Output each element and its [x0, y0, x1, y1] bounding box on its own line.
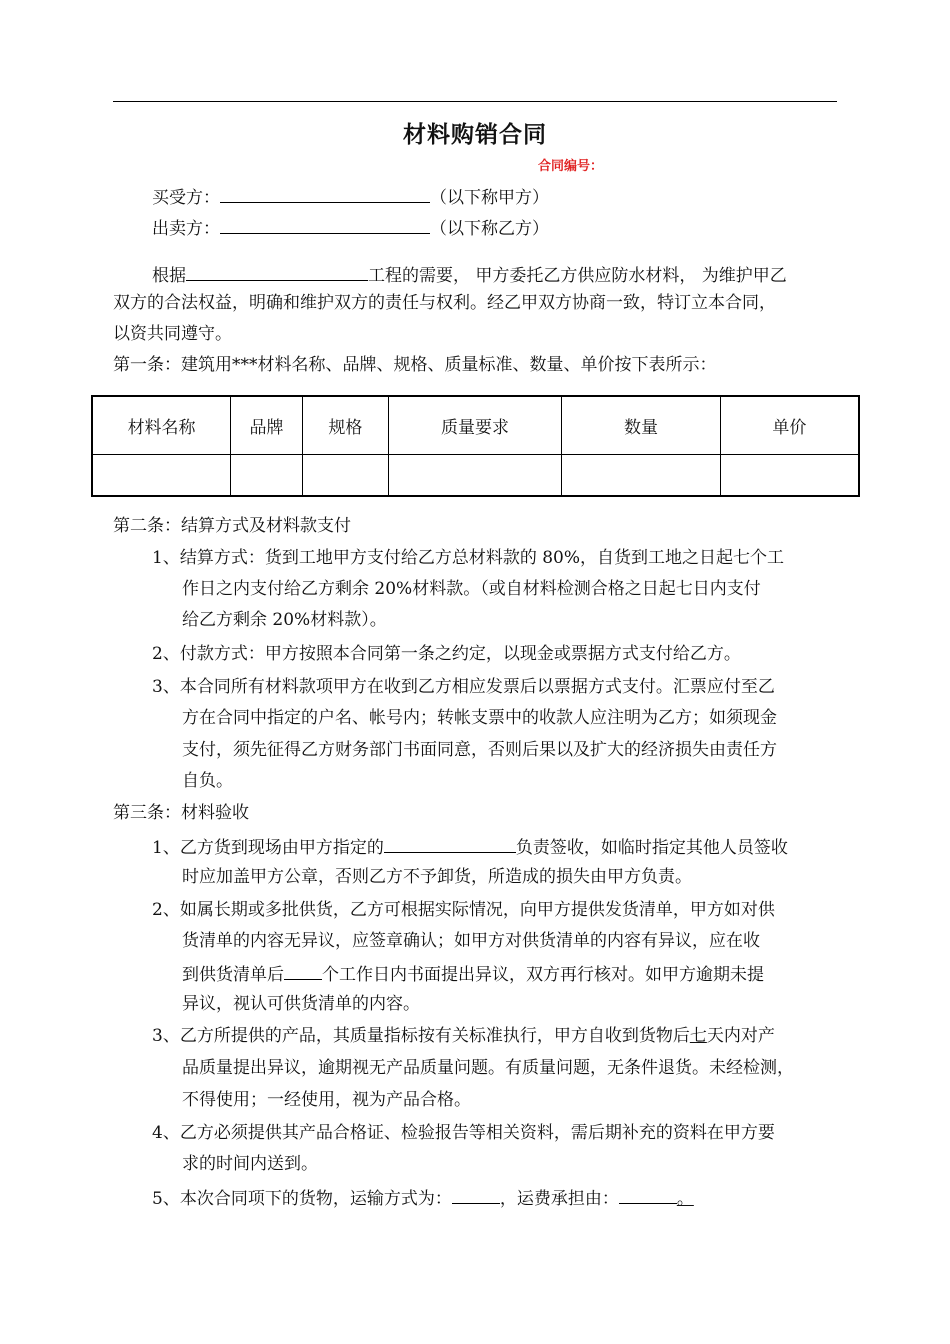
article-3-item-3-prefix: 3、乙方所提供的产品，其质量指标按有关标准执行，甲方自收到货物后 [152, 1026, 690, 1046]
article-3-item-1-line-1 [152, 834, 788, 859]
contract-number-label: 合同编号： [538, 159, 604, 174]
buyer-line [152, 184, 549, 209]
article-3-item-3-suffix: 天内对产 [706, 1026, 775, 1046]
article-3-item-5-line-1 [152, 1185, 694, 1210]
project-name-blank[interactable] [186, 262, 368, 281]
article-3-item-5-prefix: 5、本次合同项下的货物，运输方式为： [152, 1189, 452, 1209]
table-cell[interactable] [92, 455, 231, 497]
table-header-cell: 数量 [562, 396, 721, 455]
article-2-item-2-line-1: 2、付款方式：甲方按照本合同第一条之约定，以现金或票据方式支付给乙方。 [152, 644, 741, 664]
transport-method-blank[interactable] [452, 1185, 500, 1204]
table-cell[interactable] [720, 455, 859, 497]
article-3-item-2-suffix: 个工作日内书面提出异议，双方再行核对。如甲方逾期未提 [322, 965, 764, 985]
table-cell[interactable] [562, 455, 721, 497]
table-cell[interactable] [302, 455, 388, 497]
table-header-row [92, 396, 859, 455]
table-cell[interactable] [388, 455, 562, 497]
table-header-cell: 规格 [302, 396, 388, 455]
article-3-item-2-line-1: 2、如属长期或多批供货，乙方可根据实际情况，向甲方提供发货清单，甲方如对供 [152, 900, 775, 920]
article-3-item-2-line-4: 异议，视认可供货清单的内容。 [182, 994, 420, 1014]
article-1-heading: 第一条：建筑用***材料名称、品牌、规格、质量标准、数量、单价按下表所示： [113, 355, 717, 375]
article-2-item-3-line-1: 3、本合同所有材料款项甲方在收到乙方相应发票后以票据方式支付。汇票应付至乙 [152, 677, 775, 697]
header-rule [113, 101, 837, 102]
article-3-heading: 第三条：材料验收 [113, 803, 249, 823]
article-3-item-1-line-2: 时应加盖甲方公章，否则乙方不予卸货，所造成的损失由甲方负责。 [182, 867, 692, 887]
intro-line-3: 以资共同遵守。 [113, 324, 232, 344]
objection-days-blank[interactable] [284, 961, 322, 980]
article-2-item-3-line-4: 自负。 [182, 771, 233, 791]
article-2-item-3-line-3: 支付，须先征得乙方财务部门书面同意，否则后果以及扩大的经济损失由责任方 [182, 740, 777, 760]
article-3-item-4-line-1: 4、乙方必须提供其产品合格证、检验报告等相关资料，需后期补充的资料在甲方要 [152, 1123, 775, 1143]
signatory-blank[interactable] [384, 834, 516, 853]
article-3-item-2-prefix: 到供货清单后 [182, 965, 284, 985]
article-3-item-5-end: 。 [676, 1189, 694, 1209]
materials-table [91, 395, 860, 497]
article-3-item-5-mid: ，运费承担由： [499, 1189, 619, 1209]
buyer-label: 买受方： [152, 188, 220, 208]
article-2-item-1-line-3: 给乙方剩余 20%材料款）。 [182, 610, 387, 630]
article-3-item-2-line-3 [182, 961, 764, 986]
table-header-cell: 品牌 [231, 396, 303, 455]
table-header-cell: 单价 [720, 396, 859, 455]
table-row [92, 455, 859, 497]
article-3-item-3-line-2: 品质量提出异议，逾期视无产品质量问题。有质量问题，无条件退货。未经检测， [182, 1058, 794, 1078]
article-3-item-4-line-2: 求的时间内送到。 [182, 1154, 318, 1174]
table-header-cell: 材料名称 [92, 396, 231, 455]
inspection-days-value: 七 [689, 1026, 707, 1046]
table-header-cell: 质量要求 [388, 396, 562, 455]
article-2-item-1-line-1: 1、结算方式：货到工地甲方支付给乙方总材料款的 80%，自货到工地之日起七个工 [152, 548, 785, 568]
intro-line-1 [152, 262, 787, 287]
seller-note: （以下称乙方） [430, 219, 549, 239]
intro-line-2: 双方的合法权益，明确和维护双方的责任与权利。经乙甲双方协商一致，特订立本合同， [113, 293, 776, 313]
buyer-blank[interactable] [220, 184, 430, 203]
seller-line [152, 215, 549, 240]
article-3-item-3-line-3: 不得使用；一经使用，视为产品合格。 [182, 1090, 471, 1110]
buyer-note: （以下称甲方） [430, 188, 549, 208]
document-title: 材料购销合同 [403, 122, 547, 148]
article-3-item-2-line-2: 货清单的内容无异议，应签章确认；如甲方对供货清单的内容有异议，应在收 [182, 931, 760, 951]
article-3-item-1-suffix: 负责签收，如临时指定其他人员签收 [515, 838, 788, 858]
article-3-item-1-prefix: 1、乙方货到现场由甲方指定的 [152, 838, 384, 858]
freight-bearer-blank[interactable] [619, 1185, 677, 1204]
seller-blank[interactable] [220, 215, 430, 234]
article-2-item-3-line-2: 方在合同中指定的户名、帐号内；转帐支票中的收款人应注明为乙方；如须现金 [182, 708, 777, 728]
intro-suffix: 工程的需要， 甲方委托乙方供应防水材料， 为维护甲乙 [368, 266, 787, 286]
article-2-heading: 第二条：结算方式及材料款支付 [113, 516, 351, 536]
intro-prefix: 根据 [152, 266, 186, 286]
seller-label: 出卖方： [152, 219, 220, 239]
article-3-item-3-line-1 [152, 1025, 775, 1047]
table-cell[interactable] [231, 455, 303, 497]
article-2-item-1-line-2: 作日之内支付给乙方剩余 20%材料款。（或自材料检测合格之日起七日内支付 [182, 579, 761, 599]
